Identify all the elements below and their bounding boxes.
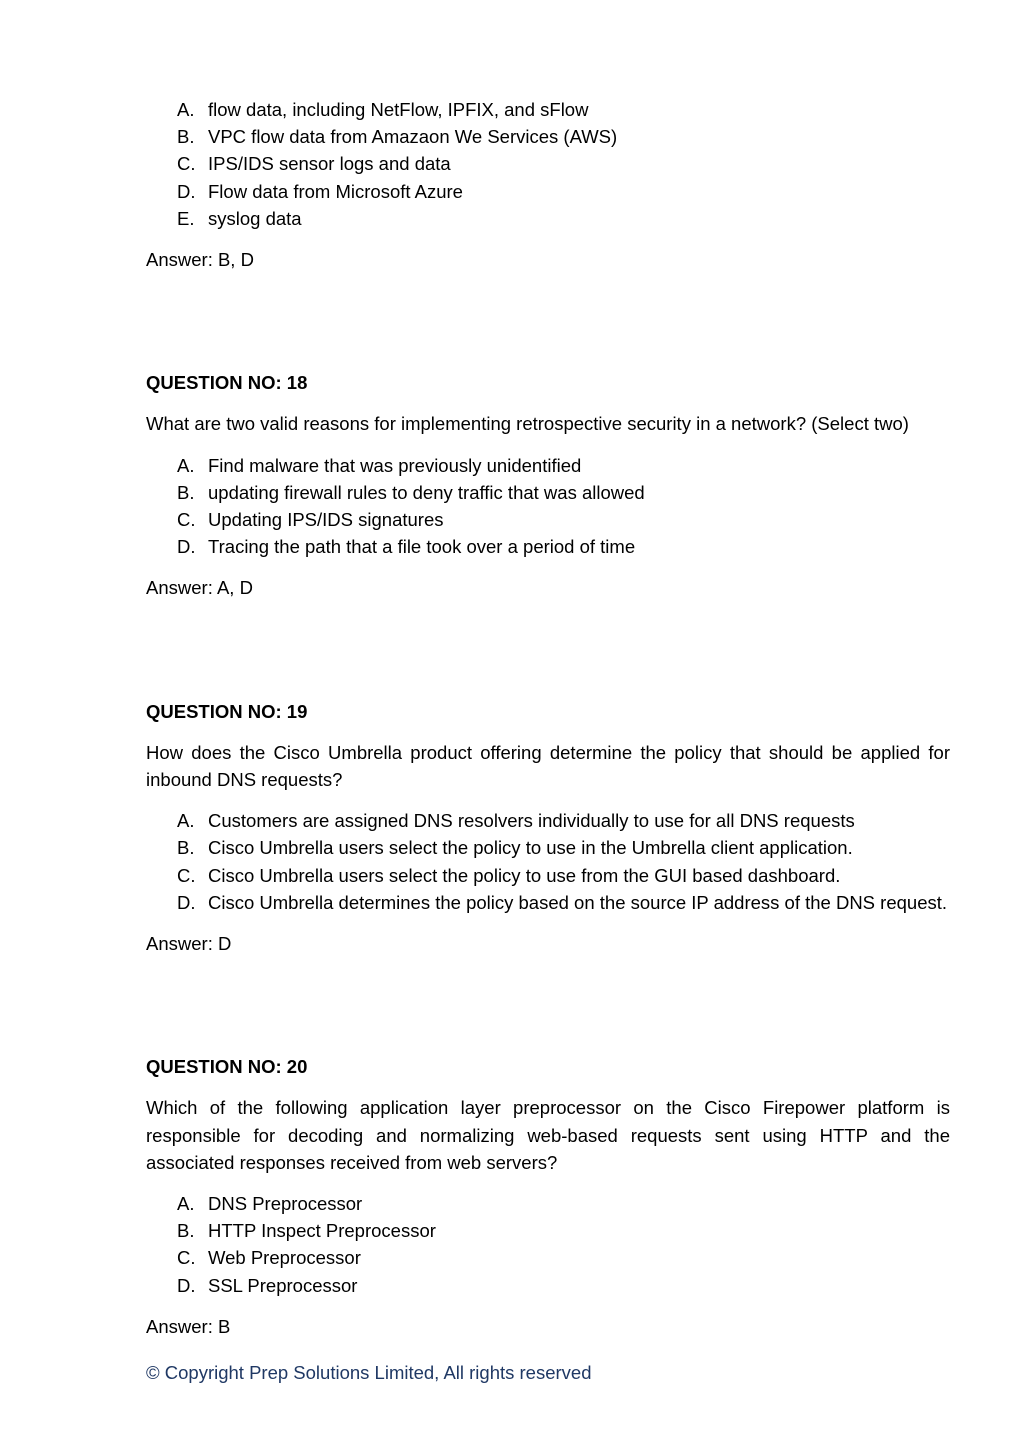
question-text: Which of the following application layer preprocessor on the Cisco Firepower platform is responsible for decoding and normalizing web-based requests sent using HTTP and the associated responses received from web servers?	[146, 1097, 950, 1173]
option-item	[177, 205, 950, 232]
question-heading: QUESTION NO: 18	[146, 372, 308, 394]
option-item	[177, 834, 950, 861]
option-text: SSL Preprocessor	[208, 1274, 358, 1296]
answer-line: Answer: D	[146, 933, 232, 955]
answer-line: Answer: B, D	[146, 249, 254, 271]
option-item	[177, 96, 950, 123]
option-text: Cisco Umbrella users select the policy to use from the GUI based dashboard.	[208, 864, 841, 886]
option-item	[177, 889, 950, 916]
question-19	[146, 698, 950, 958]
document-page	[146, 96, 950, 1340]
option-item	[177, 150, 950, 177]
option-item	[177, 123, 950, 150]
answer-line: Answer: A, D	[146, 577, 253, 599]
option-text: Updating IPS/IDS signatures	[208, 509, 444, 531]
option-letter: E.	[177, 207, 195, 229]
option-letter: B.	[177, 481, 195, 503]
answer-line: Answer: B	[146, 1315, 231, 1337]
option-text: Customers are assigned DNS resolvers individually to use for all DNS requests	[208, 810, 855, 832]
option-text: flow data, including NetFlow, IPFIX, and sFlow	[208, 99, 589, 120]
option-text: Cisco Umbrella users select the policy to use in the Umbrella client application.	[208, 837, 853, 859]
option-letter: C.	[177, 1247, 196, 1269]
option-text: Tracing the path that a file took over a period of time	[208, 536, 636, 558]
option-item	[177, 1190, 950, 1217]
question-heading: QUESTION NO: 19	[146, 700, 308, 722]
option-item	[177, 807, 950, 834]
option-text: DNS Preprocessor	[208, 1193, 363, 1215]
option-letter: D.	[177, 1274, 196, 1296]
option-letter: C.	[177, 153, 196, 175]
option-item	[177, 1244, 950, 1271]
option-letter: B.	[177, 1220, 195, 1242]
option-letter: A.	[177, 1193, 195, 1215]
option-text: Flow data from Microsoft Azure	[208, 180, 463, 202]
option-letter: D.	[177, 536, 196, 558]
question-20	[146, 1053, 950, 1340]
question-text: How does the Cisco Umbrella product offering determine the policy that should be applied for inbound DNS requests?	[146, 741, 950, 791]
option-item	[177, 1217, 950, 1244]
option-text: Cisco Umbrella determines the policy based on the source IP address of the DNS request.	[208, 891, 948, 913]
option-text: Web Preprocessor	[208, 1247, 361, 1269]
option-letter: A.	[177, 810, 195, 832]
option-text: updating firewall rules to deny traffic that was allowed	[208, 481, 645, 503]
option-list	[146, 1190, 950, 1299]
option-letter: D.	[177, 891, 196, 913]
option-text: syslog data	[208, 207, 302, 229]
option-letter: B.	[177, 126, 195, 148]
copyright-footer: © Copyright Prep Solutions Limited, All rights reserved	[146, 1362, 592, 1383]
option-letter: D.	[177, 180, 196, 202]
option-item	[177, 506, 950, 533]
option-letter: C.	[177, 864, 196, 886]
option-text: HTTP Inspect Preprocessor	[208, 1220, 436, 1242]
question-heading: QUESTION NO: 20	[146, 1056, 308, 1078]
option-letter: B.	[177, 837, 195, 859]
option-letter: A.	[177, 99, 195, 120]
question-18	[146, 369, 950, 601]
option-item	[177, 862, 950, 889]
option-text: VPC flow data from Amazaon We Services (AWS)	[208, 126, 618, 148]
option-item	[177, 533, 950, 560]
option-letter: A.	[177, 454, 195, 476]
question-text: What are two valid reasons for implementing retrospective security in a network? (Select two)	[146, 413, 909, 435]
option-item	[177, 452, 950, 479]
question-17-continuation	[146, 96, 950, 273]
option-list	[146, 96, 950, 232]
option-text: Find malware that was previously unidentified	[208, 454, 582, 476]
option-item	[177, 479, 950, 506]
option-item	[177, 1272, 950, 1299]
option-item	[177, 178, 950, 205]
option-list	[146, 807, 950, 916]
option-letter: C.	[177, 509, 196, 531]
option-text: IPS/IDS sensor logs and data	[208, 153, 451, 175]
option-list	[146, 452, 950, 561]
